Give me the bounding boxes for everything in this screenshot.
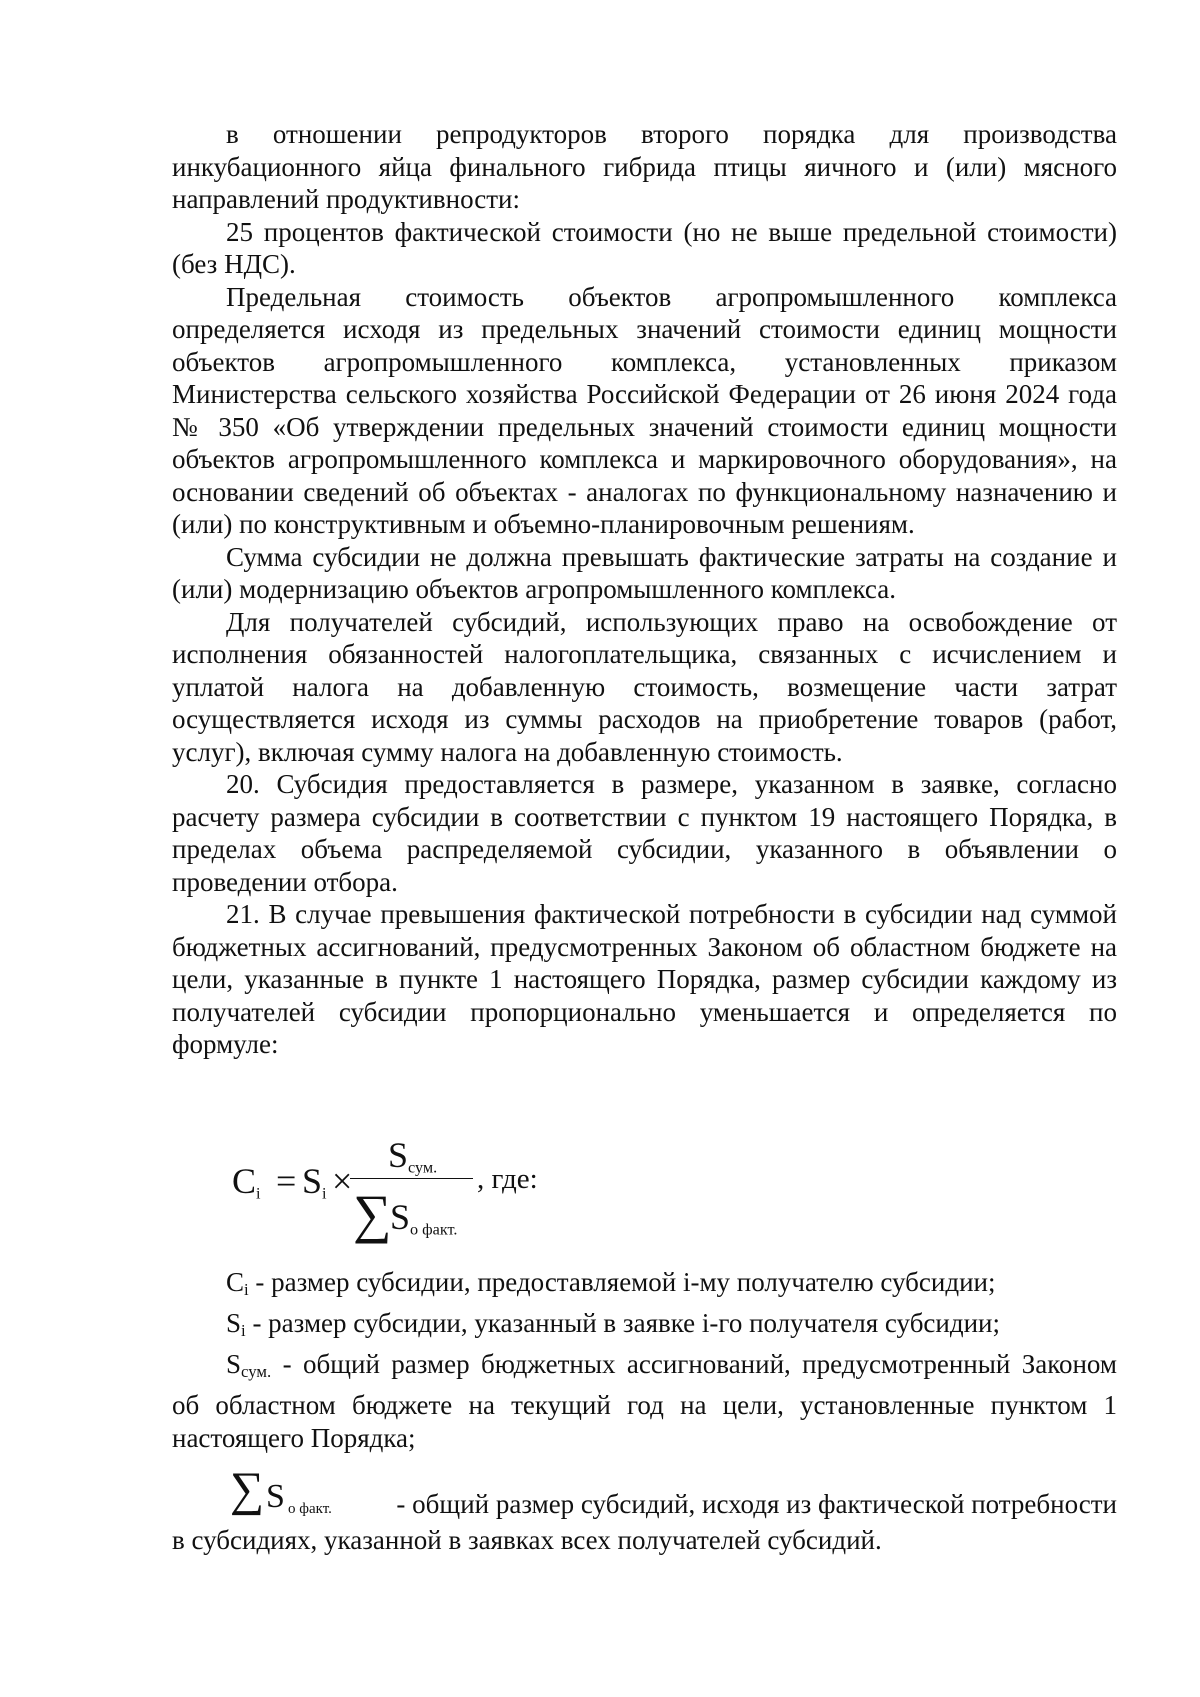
definition-si: $S_i$ - размер субсидии, указанный в заявке i-го получателя субсидии; (226, 1307, 1000, 1341)
paragraph: Предельная стоимость объектов агропромышленного комплекса определяется исходя из предельных значений стоимости единиц мощности объектов агропромышленного комплекса, установленных приказом Министерства сельского хозяйства Российской Федерации от 26 июня 2024 года № 350 «Об утверждении предельных значений стоимости единиц мощности объектов агропромышленного комплекса и маркировочного оборудования», на основании сведений об объектах - аналогах по функциональному назначению и (или) по конструктивным и объемно-планировочным решениям. (172, 281, 1117, 539)
paragraph: 20. Субсидия предоставляется в размере, указанном в заявке, согласно расчету размера субсидии в соответствии с пунктом 19 настоящего Порядка, в пределах объема распределяемой субсидии, указанного в объявлении о проведении отбора. (172, 769, 1117, 897)
paragraph: в отношении репродукторов второго порядка для производства инкубационного яйца финального гибрида птицы яичного и (или) мясного направлений продуктивности: (172, 119, 1117, 214)
formula-definitions (172, 1266, 1117, 1455)
definition-ci: $C_i$ - размер субсидии, предоставляемой i-му получателю субсидии; (226, 1267, 996, 1300)
formula-times: × (332, 1161, 353, 1201)
paragraph: 25 процентов фактической стоимости (но не выше предельной стоимости) (без НДС). (172, 216, 1117, 279)
definition-ssum: $S_{сум.}$ - общий размер бюджетных ассигнований, предусмотренный Законом об областном бюджете на текущий год на цели, установленные пунктом 1 настоящего Порядка; (172, 1348, 1117, 1453)
body-text (172, 118, 1117, 1061)
formula-equals: = (276, 1161, 297, 1201)
paragraph: Для получателей субсидий, использующих право на освобождение от исполнения обязанностей налогоплательщика, связанных с исчислением и уплатой налога на добавленную стоимость, возмещение части затрат осуществляется исходя из суммы расходов на приобретение товаров (работ, услуг), включая сумму налога на добавленную стоимость. (172, 606, 1117, 767)
paragraph: 21. В случае превышения фактической потребности в субсидии над суммой бюджетных ассигнований, предусмотренных Законом об областном бюджете на цели, указанные в пункте 1 настоящего Порядка, размер субсидии каждому из получателей субсидии пропорционально уменьшается и определяется по формуле: (172, 899, 1117, 1059)
sigma-icon: ∑ (353, 1184, 392, 1244)
sum-definition-text-cont: в субсидиях, указанной в заявках всех получателей субсидий. (172, 1525, 882, 1555)
formula-numerator: $S_{сум.}$ (388, 1135, 438, 1177)
paragraph: Сумма субсидии не должна превышать фактические затраты на создание и (или) модернизацию объектов агропромышленного комплекса. (172, 541, 1117, 604)
sum-symbol: S (266, 1478, 285, 1515)
formula-lhs: $C_i$ (232, 1161, 261, 1203)
fraction-bar (350, 1178, 473, 1179)
formula-tail: , где: (477, 1163, 538, 1195)
sigma-icon: ∑ (230, 1463, 265, 1516)
sum-definition-text: - общий размер субсидий, исходя из фактической потребности (396, 1489, 1117, 1519)
subsidy-formula (232, 1115, 652, 1265)
formula-denominator: $S_{о факт.}$ (390, 1197, 458, 1239)
formula-s-i: $S_i$ (302, 1161, 327, 1203)
sum-subscript: о факт. (288, 1501, 332, 1517)
definition-sum-fact (172, 1463, 1117, 1556)
